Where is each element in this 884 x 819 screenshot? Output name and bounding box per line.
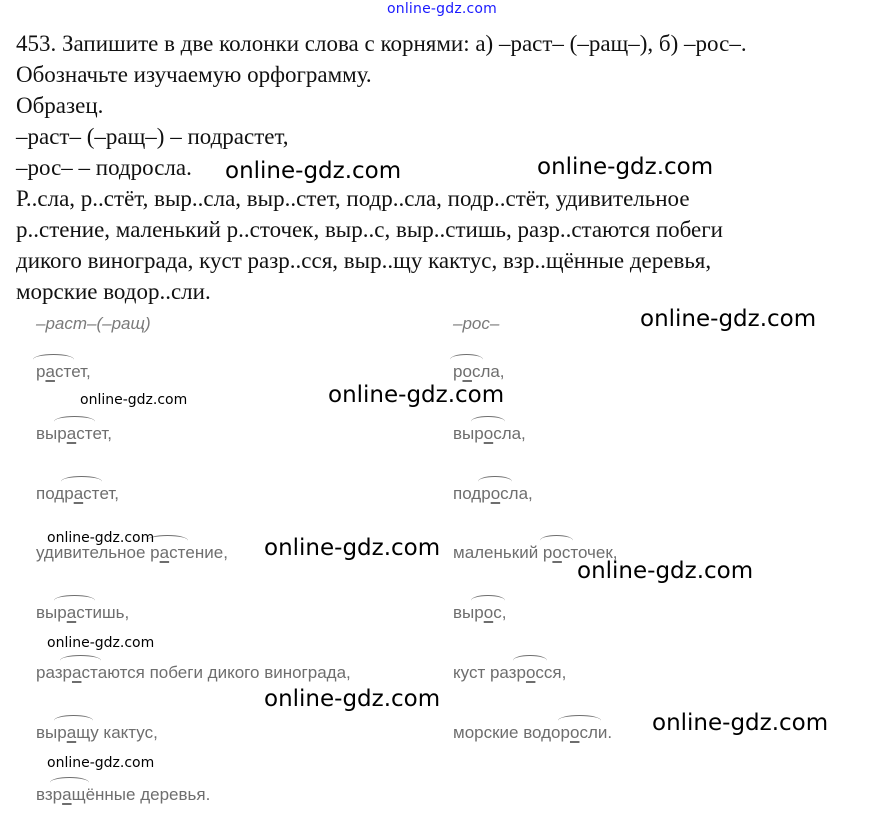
word-root: раст: [57, 603, 93, 622]
task-line: морские водор..сли.: [16, 279, 211, 304]
word-root: раст: [150, 543, 186, 562]
watermark-small: online-gdz.com: [47, 635, 155, 651]
task-line: Обозначьте изучаемую орфограмму.: [16, 62, 372, 87]
left-answer-word: [36, 663, 351, 683]
watermark-small: online-gdz.com: [80, 392, 188, 408]
word-ending: ла,: [480, 362, 505, 381]
word-root: рос: [516, 663, 544, 682]
word-ending: аются побеги дикого винограда,: [97, 663, 351, 682]
orthogram-vowel: о: [525, 663, 536, 682]
word-prefix: вы: [36, 603, 58, 622]
orthogram-vowel: о: [483, 603, 494, 622]
watermark: online-gdz.com: [652, 710, 829, 736]
word-ending: ет,: [99, 484, 119, 503]
right-column-header: –рос–: [453, 314, 500, 333]
right-answer-word: [453, 663, 566, 683]
word-ending: у кактус,: [90, 723, 158, 742]
word-root: раст: [64, 484, 100, 503]
orthogram-vowel: а: [71, 663, 82, 682]
watermark-small: online-gdz.com: [47, 755, 155, 771]
watermark: online-gdz.com: [225, 158, 402, 184]
word-prefix: вы: [453, 424, 475, 443]
word-prefix: куст раз: [453, 663, 517, 682]
task-line: 453. Запишите в две колонки слова с корнями: а) –раст– (–ращ–), б) –рос–.: [16, 31, 747, 56]
right-answer-word: [453, 424, 526, 444]
word-root: росл: [560, 723, 598, 742]
word-prefix: вы: [36, 424, 58, 443]
left-answer-word: [36, 484, 119, 504]
orthogram-vowel: а: [66, 424, 77, 443]
word-prefix: под: [453, 484, 482, 503]
task-text: [16, 28, 878, 307]
word-ending: точек,: [570, 543, 618, 562]
watermark-small: online-gdz.com: [47, 530, 155, 546]
word-prefix: раз: [36, 663, 63, 682]
word-ending: ся,: [543, 663, 567, 682]
word-ending: и.: [597, 723, 613, 742]
left-answer-word: [36, 424, 112, 444]
word-ending: ла,: [508, 484, 533, 503]
watermark: online-gdz.com: [577, 558, 754, 584]
task-line: р..стение, маленький р..сточек, выр..с, выр..стишь, разр..стаются побеги: [16, 217, 723, 242]
word-root: раст: [57, 424, 93, 443]
word-ending: ение,: [185, 543, 228, 562]
word-prefix: вы: [36, 723, 58, 742]
orthogram-vowel: а: [62, 785, 72, 804]
orthogram-vowel: а: [159, 543, 170, 562]
word-ending: ,: [501, 603, 507, 622]
word-root: рос: [542, 543, 571, 562]
word-ending: ет,: [92, 424, 112, 443]
left-answer-word: [36, 603, 129, 623]
word-prefix: удивительное: [36, 543, 151, 562]
word-ending: ет,: [71, 362, 91, 381]
task-line: Р..сла, р..стёт, выр..сла, выр..стет, подр..сла, подр..стёт, удивительное: [16, 186, 690, 211]
word-root: рос: [481, 484, 509, 503]
watermark: online-gdz.com: [537, 154, 714, 180]
watermark: online-gdz.com: [264, 535, 441, 561]
word-root: рос: [474, 603, 502, 622]
left-column-header: –раст–(–ращ): [36, 314, 151, 333]
orthogram-vowel: о: [569, 723, 580, 742]
task-line: дикого винограда, куст разр..сся, выр..щу кактус, взр..щённые деревья,: [16, 248, 712, 273]
word-prefix: под: [36, 484, 65, 503]
orthogram-vowel: о: [483, 424, 494, 443]
word-root: раст: [36, 362, 72, 381]
watermark: online-gdz.com: [328, 382, 505, 408]
task-line: Образец.: [16, 93, 104, 118]
right-answer-word: [453, 723, 612, 743]
word-ending: ла,: [501, 424, 526, 443]
orthogram-vowel: о: [490, 484, 501, 503]
watermark: online-gdz.com: [640, 306, 817, 332]
task-line: –рос– – подросла.: [16, 155, 192, 180]
left-answer-word: [36, 543, 228, 563]
left-answer-word: [36, 785, 210, 805]
orthogram-vowel: о: [552, 543, 562, 562]
left-answer-word: [36, 723, 158, 743]
watermark: online-gdz.com: [264, 686, 441, 712]
orthogram-vowel: о: [462, 362, 472, 381]
word-root: рос: [474, 424, 502, 443]
word-root: раст: [62, 663, 98, 682]
right-answer-word: [453, 484, 533, 504]
orthogram-vowel: а: [73, 484, 84, 503]
word-root: ращ: [52, 785, 86, 804]
site-watermark-top: online-gdz.com: [386, 1, 498, 17]
word-root: рос: [453, 362, 481, 381]
right-answer-word: [453, 603, 506, 623]
orthogram-vowel: а: [66, 723, 77, 742]
orthogram-vowel: а: [45, 362, 55, 381]
right-answer-word: [453, 362, 505, 382]
word-prefix: вы: [453, 603, 475, 622]
word-prefix: маленький: [453, 543, 543, 562]
orthogram-vowel: а: [66, 603, 77, 622]
word-ending: ённые деревья.: [85, 785, 211, 804]
task-line: –раст– (–ращ–) – подрастет,: [16, 124, 289, 149]
word-prefix: вз: [36, 785, 53, 804]
word-prefix: морские водо: [453, 723, 561, 742]
left-answer-word: [36, 362, 91, 382]
word-ending: ишь,: [92, 603, 130, 622]
word-root: ращ: [57, 723, 91, 742]
